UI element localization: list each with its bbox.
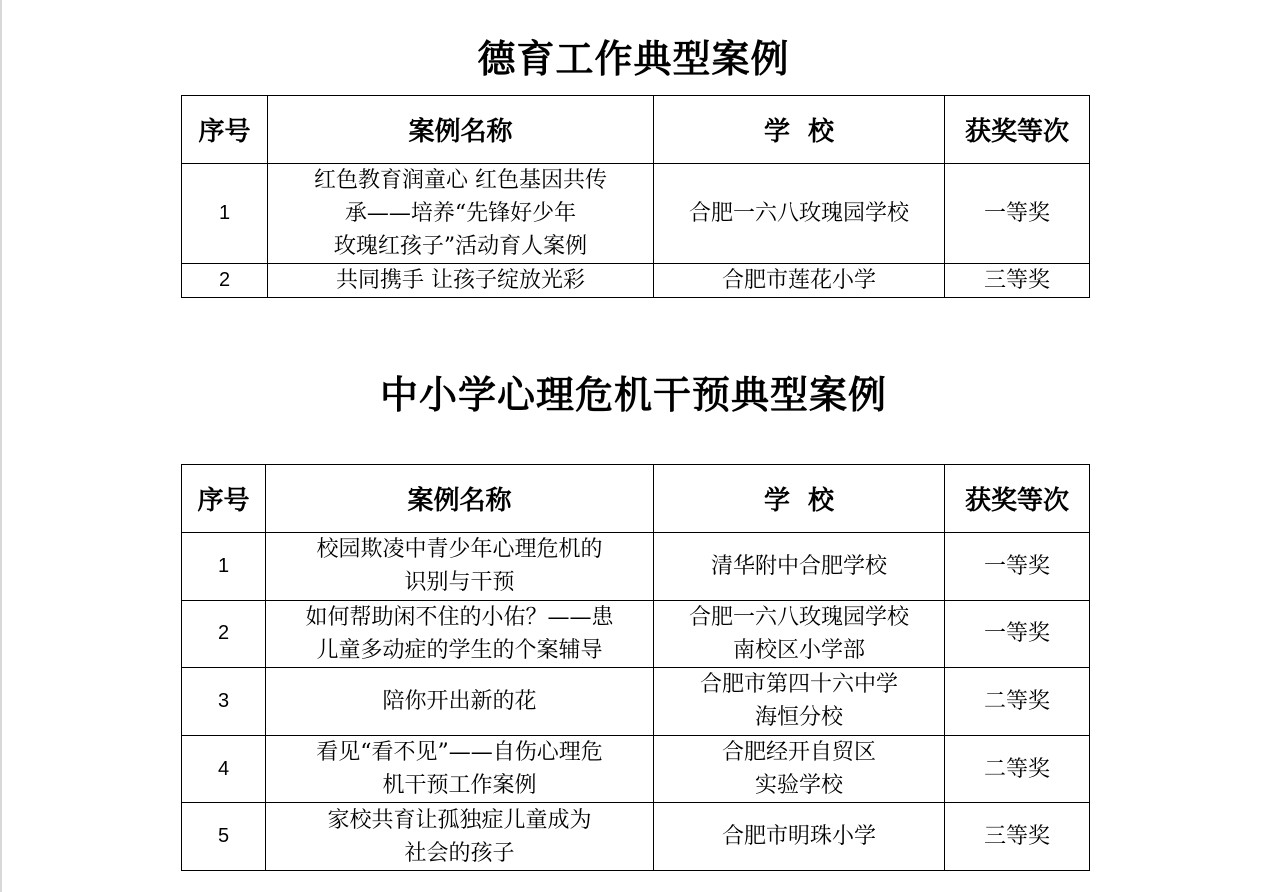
award-level: 一等奖 [945,600,1090,668]
table-row [182,264,1090,298]
section-title-moral-education: 德育工作典型案例 [477,36,790,81]
award-level: 一等奖 [945,164,1090,264]
header-school-label: 学 校 [763,117,835,147]
row-index: 1 [182,533,266,601]
header-index: 序号 [182,96,268,164]
case-name [266,803,654,871]
table-row [182,668,1090,736]
school-name [654,600,945,668]
award-level: 二等奖 [945,735,1090,803]
award-level: 三等奖 [945,264,1090,298]
award-level: 二等奖 [945,668,1090,736]
school-name [654,533,945,601]
case-name [268,264,654,298]
school-name-text: 合肥一六八玫瑰园学校 [688,201,909,226]
case-name-text: 家校共育让孤独症儿童成为 社会的孩子 [327,807,592,866]
school-name [654,668,945,736]
case-name-text: 红色教育润童心 红色基因共传 承——培养“先锋好少年 玫瑰红孩子”活动育人案例 [314,168,607,259]
case-name-text: 如何帮助闲不住的小佑？——患 儿童多动症的学生的个案辅导 [305,604,614,663]
header-award: 获奖等次 [945,96,1090,164]
table-row [182,600,1090,668]
psychological-crisis-cases-table [181,464,1090,871]
section-title-psychological-crisis: 中小学心理危机干预典型案例 [379,372,887,417]
row-index: 3 [182,668,266,736]
moral-education-cases-table [181,95,1090,298]
header-school [654,96,945,164]
header-school-label: 学 校 [763,486,835,516]
case-name-text: 看见“看不见”——自伤心理危 机干预工作案例 [316,740,603,799]
table-header-row [182,96,1090,164]
school-name [654,803,945,871]
school-name-text: 清华附中合肥学校 [710,553,887,579]
page-left-edge [0,0,2,892]
case-name [268,164,654,264]
table-row [182,533,1090,601]
school-name-text: 合肥一六八玫瑰园学校 南校区小学部 [688,604,909,663]
row-index: 5 [182,803,266,871]
school-name-text: 合肥市明珠小学 [721,824,876,850]
row-index: 2 [182,264,268,298]
case-name [266,600,654,668]
header-case-name: 案例名称 [268,96,654,164]
table-row [182,735,1090,803]
row-index: 4 [182,735,266,803]
row-index: 2 [182,600,266,668]
case-name [266,668,654,736]
case-name-text: 校园欺凌中青少年心理危机的 识别与干预 [316,537,603,596]
school-name-text: 合肥市第四十六中学 海恒分校 [699,672,898,731]
award-level: 一等奖 [945,533,1090,601]
award-level: 三等奖 [945,803,1090,871]
header-case-name: 案例名称 [266,465,654,533]
school-name [654,164,945,264]
case-name-text: 陪你开出新的花 [382,688,537,714]
header-award: 获奖等次 [945,465,1090,533]
case-name-text: 共同携手 让孩子绽放光彩 [336,268,585,293]
header-school [654,465,945,533]
school-name-text: 合肥市莲花小学 [721,268,876,293]
table-row [182,803,1090,871]
case-name [266,533,654,601]
case-name [266,735,654,803]
school-name-text: 合肥经开自贸区 实验学校 [721,740,876,799]
table-header-row [182,465,1090,533]
school-name [654,735,945,803]
header-index: 序号 [182,465,266,533]
row-index: 1 [182,164,268,264]
table-row [182,164,1090,264]
school-name [654,264,945,298]
